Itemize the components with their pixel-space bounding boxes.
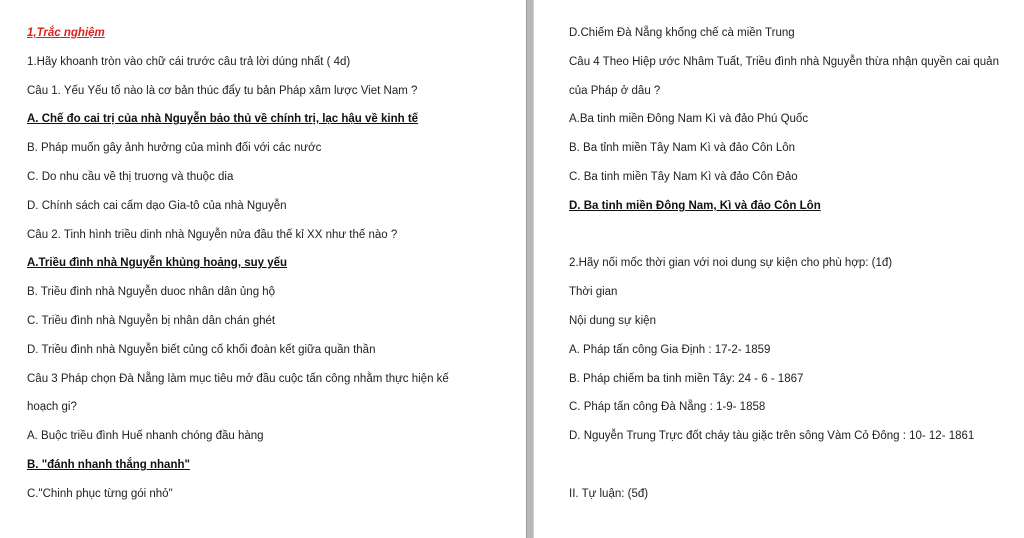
question-2-option-b: B. Triều đình nhà Nguyễn duoc nhân dân ủng hộ (27, 286, 276, 298)
question-3-option-a: A. Buộc triều đình Huế nhanh chóng đầu hàng (27, 430, 264, 442)
question-3-option-d: D.Chiếm Đà Nẵng khống chế cà miền Trung (569, 27, 795, 39)
question-3-line-2: hoạch gi? (27, 401, 77, 413)
question-1: Câu 1. Yếu Yếu tố nào là cơ bản thúc đẩy tu bản Pháp xâm lược Viet Nam ? (27, 85, 418, 97)
question-1-option-a: A. Chế đo cai trị của nhà Nguyễn bảo thủ về chính trị, lạc hậu về kinh tế (27, 113, 419, 125)
page-divider (526, 0, 534, 538)
matching-item-a: A. Pháp tấn công Gia Định : 17-2- 1859 (569, 344, 771, 356)
matching-instruction: 2.Hãy nối mốc thời gian với noi dung sự kiện cho phù hợp: (1đ) (569, 257, 893, 269)
right-page (534, 0, 1024, 538)
question-3-line-1: Câu 3 Pháp chọn Đà Nẵng làm mục tiêu mở đầu cuộc tấn công nhằm thực hiện kế (27, 373, 449, 385)
question-4-line-2: của Pháp ở dâu ? (569, 85, 661, 97)
question-4-option-d: D. Ba tinh miền Đông Nam, Kì và đảo Côn Lôn (569, 200, 821, 212)
question-2-option-c: C. Triều đình nhà Nguyễn bị nhân dân chán ghét (27, 315, 276, 327)
question-2-option-a: A.Triều đình nhà Nguyễn khủng hoảng, suy yếu (27, 257, 288, 269)
matching-item-b: B. Pháp chiếm ba tinh miền Tây: 24 - 6 - 1867 (569, 373, 804, 385)
instruction-text: 1.Hãy khoanh tròn vào chữ cái trước câu trả lời dúng nhất ( 4d) (27, 56, 351, 68)
matching-item-c: C. Pháp tấn công Đà Nẵng : 1-9- 1858 (569, 401, 766, 413)
question-1-option-b: B. Pháp muốn gây ảnh hưởng của mình đối với các nước (27, 142, 322, 154)
essay-heading: II. Tự luận: (5đ) (569, 488, 649, 500)
question-4-line-1: Câu 4 Theo Hiệp ước Nhâm Tuất, Triều đình nhà Nguyễn thừa nhận quyền cai quản (569, 56, 999, 68)
question-3-option-c: C."Chinh phục từng gói nhỏ" (27, 488, 173, 500)
question-1-option-d: D. Chính sách cai cấm dạo Gia-tô của nhà Nguyễn (27, 200, 287, 212)
question-1-option-c: C. Do nhu cầu về thị truơng và thuộc dia (27, 171, 234, 183)
matching-item-d: D. Nguyễn Trung Trực đốt cháy tàu giặc trên sông Vàm Cỏ Đông : 10- 12- 1861 (569, 430, 975, 442)
question-3-option-b: B. "đánh nhanh thắng nhanh" (27, 459, 190, 471)
question-4-option-c: C. Ba tinh miền Tây Nam Kì và đảo Côn Đảo (569, 171, 798, 183)
question-2-option-d: D. Triều đình nhà Nguyễn biết củng cố khối đoàn kết giữa quần thần (27, 344, 376, 356)
time-label: Thời gian (569, 286, 618, 298)
question-2: Câu 2. Tinh hình triều dinh nhà Nguyễn nửa đầu thế kỉ XX như thế nào ? (27, 229, 398, 241)
question-4-option-a: A.Ba tinh miền Đông Nam Kì và đảo Phú Quốc (569, 113, 809, 125)
content-label: Nội dung sự kiện (569, 315, 656, 327)
question-4-option-b: B. Ba tỉnh miền Tây Nam Kì và đảo Côn Lôn (569, 142, 796, 154)
section-title: 1,Trắc nghiệm (27, 27, 105, 39)
